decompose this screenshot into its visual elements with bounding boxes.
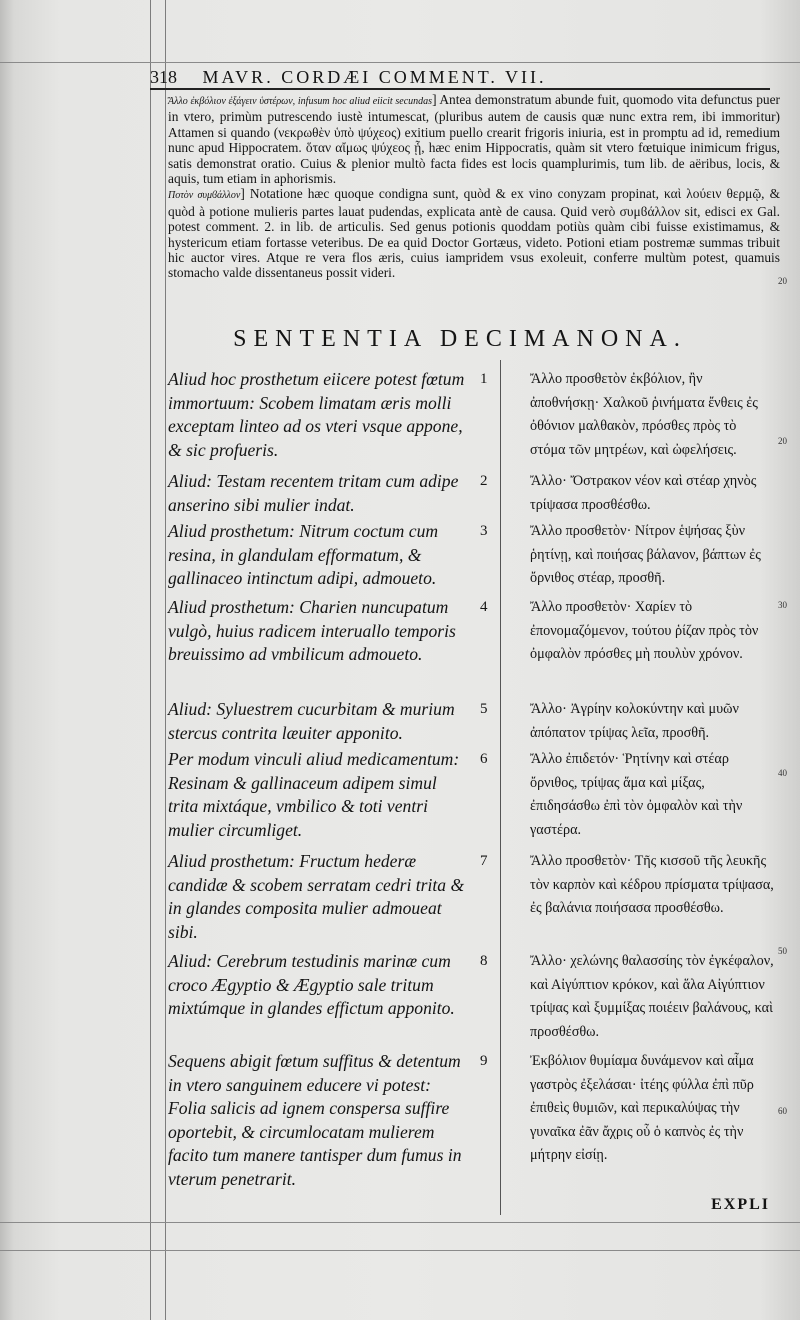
greek-text: Ἄλλο· Ἀγρίην κολοκύντην καὶ μυῶν ἀπόπατον τρίψας λεῖα, προσθῆ. bbox=[530, 701, 739, 741]
commentary-paragraph bbox=[168, 186, 780, 280]
latin-text: Sequens abigit fœtum suffitus & detentum in vtero sanguinem educere vi potest: Folia salicis ad ignem conspersa suffire oportebit, & circumlocatam mulierem facito tum manere tantisper dum fumus in vterum penetrarit. bbox=[168, 1051, 462, 1189]
page-gutter-line bbox=[165, 0, 166, 1320]
section-title: SENTENTIA DECIMANONA. bbox=[233, 326, 687, 352]
commentary-text: ] Antea demonstratum abunde fuit, quomodo vita defunctus puer in vtero, primùm putrescendo iustè intumescat, (pluribus autem de causis quæ nunc extra rem, ibi immoritur) Attamen si quando (νεκρωθὲν ὑπὸ ψύχεος) exitium puello crearit frigoris iniuria, est in promptu ad id, remedium nunc apud Hippocratem. ὅταν αἴμως ψύχεος ᾖ, hæc enim Hippocratis, quàm sit vtero fœtuique inimicum frigus, satis demonstrat oratio. Cuius & plenior multò facta fides est locis quamplurimis, tum lib. de aëribus, locis, & aquis, tum etiam in aphorismis. bbox=[168, 92, 780, 187]
margin-line-number: 20 bbox=[778, 276, 787, 286]
latin-text: Aliud: Syluestrem cucurbitam & murium stercus contrita læuiter apponito. bbox=[168, 699, 455, 743]
greek-text: Ἄλλο· Ὄστρακον νέον καὶ στέαρ χηνὸς τρίψασα προσθέσθω. bbox=[530, 473, 757, 513]
entry-number: 7 bbox=[480, 853, 488, 869]
latin-text: Aliud prosthetum: Fructum hederæ candidæ & scobem serratam cedri trita & in glandes composita mulier admoueat sibi. bbox=[168, 851, 465, 942]
entry-number: 1 bbox=[480, 371, 488, 387]
bottom-fold-line bbox=[0, 1250, 800, 1251]
latin-text: Per modum vinculi aliud medicamentum: Resinam & gallinaceum adipem simul trita mixtáque, vmbilico & toti ventri mulier circumliget. bbox=[168, 749, 460, 840]
commentary-lemma: Ποτὸν συμϐάλλον bbox=[168, 190, 241, 202]
entry-number: 2 bbox=[480, 473, 488, 489]
column-rule bbox=[500, 360, 501, 1215]
running-title: MAVR. CORDÆI COMMENT. VII. bbox=[202, 67, 547, 87]
latin-text: Aliud: Cerebrum testudinis marinæ cum croco Ægyptio & Ægyptio sale tritum mixtúmque in glandes effictum apponito. bbox=[168, 951, 455, 1018]
commentary-paragraph bbox=[168, 92, 780, 186]
bottom-fold-line bbox=[0, 1222, 800, 1223]
margin-line-number: 30 bbox=[778, 600, 787, 610]
latin-text: Aliud prosthetum: Nitrum coctum cum resina, in glandulam efformatum, & gallinaceo intinctum adipi, admoueto. bbox=[168, 521, 439, 588]
margin-line-number: 40 bbox=[778, 768, 787, 778]
entry-number: 5 bbox=[480, 701, 488, 717]
latin-text: Aliud: Testam recentem tritam cum adipe anserino sibi mulier indat. bbox=[168, 471, 459, 515]
commentary-lemma: Ἄλλο ἐκβόλιον ἐξάγειν ὑστέρων, infusum hoc aliud eiicit secundas bbox=[168, 96, 433, 107]
page-gutter-line bbox=[150, 0, 151, 1320]
entry-number: 9 bbox=[480, 1053, 488, 1069]
top-fold-line bbox=[0, 62, 800, 63]
entry-number: 4 bbox=[480, 599, 488, 615]
greek-text: Ἄλλο προσθετὸν· Νίτρον ἑψήσας ξὺν ῥητίνῃ, καὶ ποιήσας βάλανον, βάπτων ἐς ὄρνιθος στέαρ, προσθῆ. bbox=[530, 523, 761, 586]
greek-text: Ἄλλο· χελώνης θαλασσίης τὸν ἐγκέφαλον, καὶ Αἰγύπτιον κρόκον, καὶ ἅλα Αἰγύπτιον τρίψας καὶ ξυμμίξας ποιέειν βαλάνους, καὶ προσθέσθω. bbox=[530, 953, 774, 1040]
page-number: 318 bbox=[150, 67, 177, 87]
greek-text: Ἄλλο προσθετὸν ἐκβόλιον, ἢν ἀποθνήσκῃ· Χαλκοῦ ῥινήματα ἔνθεις ἐς ὀθόνιον μαλθακὸν, πρόσθες πρὸς τὸ στόμα τῶν μητρέων, καὶ ὠφελήσεις. bbox=[530, 371, 758, 458]
running-header bbox=[150, 66, 770, 90]
latin-text: Aliud hoc prosthetum eiicere potest fœtum immortuum: Scobem limatam æris molli exceptam linteo ad os vteri vsque appone, & sic profueris. bbox=[168, 369, 465, 460]
greek-text: Ἄλλο ἐπιδετόν· Ῥητίνην καὶ στέαρ ὄρνιθος, τρίψας ἅμα καὶ μίξας, ἐπιδησάσθω ἐπὶ τὸν ὀμφαλὸν καὶ τὴν γαστέρα. bbox=[530, 751, 743, 838]
margin-line-number: 20 bbox=[778, 436, 787, 446]
catchword: EXPLI bbox=[711, 1196, 770, 1213]
greek-text: Ἄλλο προσθετὸν· Χαρίεν τὸ ἐπονομαζόμενον, τούτου ῥίζαν πρὸς τὸν ὀμφαλὸν πρόσθες μὴ πουλὺν χρόνον. bbox=[530, 599, 759, 662]
greek-text: Ἐκβόλιον θυμίαμα δυνάμενον καὶ αἷμα γαστρὸς ἐξελάσαι· ἰτέης φύλλα ἐπὶ πῦρ ἐπιθεὶς θυμιῶν, καὶ περικαλύψας τὴν γυναῖκα ἐᾶν ἄχρις οὗ ὁ καπνὸς ἐς τὴν μήτρην εἰσίῃ. bbox=[530, 1053, 754, 1163]
greek-text: Ἄλλο προσθετὸν· Τῆς κισσοῦ τῆς λευκῆς τὸν καρπὸν καὶ κέδρου πρίσματα τρίψασα, ἐς βαλάνια ποιήσασα προσθέσθω. bbox=[530, 853, 774, 916]
latin-text: Aliud prosthetum: Charien nuncupatum vulgò, huius radicem interuallo temporis breuissimo ad vmbilicum admoueto. bbox=[168, 597, 456, 664]
entry-number: 3 bbox=[480, 523, 488, 539]
margin-line-number: 60 bbox=[778, 1106, 787, 1116]
commentary-text: ] Notatione hæc quoque condigna sunt, quòd & ex vino conyzam propinat, καὶ λούειν θερμῷ, & quòd à potione mulieris partes lauat pudendas, explicata antè de causa. Quid verò συμϐάλλον sit, edisci ex Gal. potest comment. 2. in lib. de articulis. Sed genus potionis quoddam potiùs quàm cibi fuisse existimamus, & hystericum etiam fortasse veteribus. De ea quid Doctor Gortæus, videto. Potioni etiam postremæ summas tribuit hic auctor vires. Atque re vera flos æris, cuius iampridem vsus exoleuit, conferre multùm potest, quamuis stomacho valde dissentaneus possit videri. bbox=[168, 186, 780, 281]
commentary-block bbox=[168, 92, 780, 281]
entry-number: 6 bbox=[480, 751, 488, 767]
margin-line-number: 50 bbox=[778, 946, 787, 956]
entry-number: 8 bbox=[480, 953, 488, 969]
